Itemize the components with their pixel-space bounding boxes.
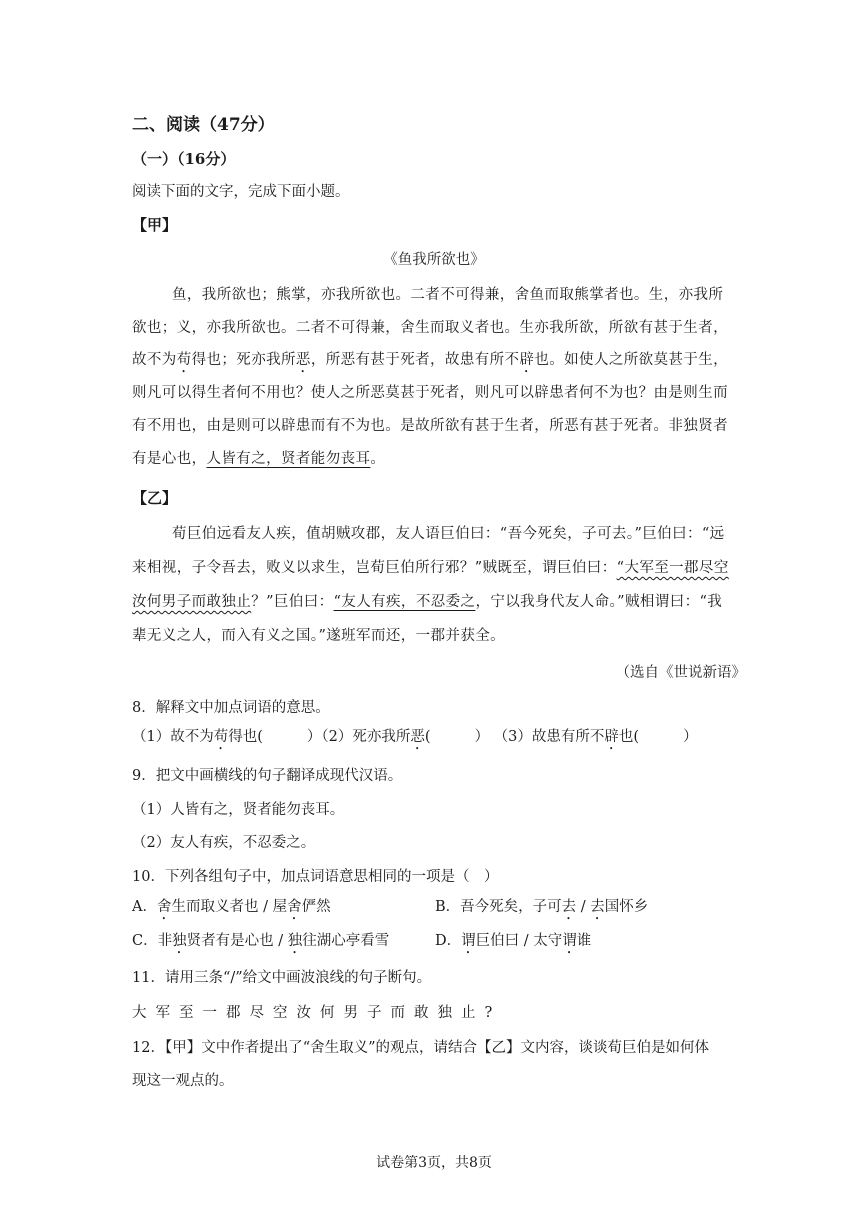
passage-jia-title: 《鱼我所欲也》 xyxy=(383,252,485,268)
question-9-item: （1）人皆有之，贤者能勿丧耳。 xyxy=(132,802,345,818)
passage-jia-line: 则凡可以得生者何不用也？使人之所恶莫甚于死者，则凡可以辟患者何不为也？由是则生而 xyxy=(132,385,728,401)
dotted-word: 舍 xyxy=(156,899,172,915)
passage-jia-line: 故不为苟得也；死亦我所恶，所恶有甚于死者，故患有所不辟也。如使人之所欲莫甚于生， xyxy=(132,352,729,368)
question-12-stem: 12．【甲】文中作者提出了“舍生取义”的观点，请结合【乙】文内容，谈谈荀巨伯是如何体 xyxy=(132,1040,710,1056)
question-12-stem-cont: 现这一观点的。 xyxy=(132,1073,234,1089)
passage-jia-line: 有是心也，人皆有之，贤者能勿丧耳。 xyxy=(132,451,386,467)
passage-jia-line: 有不用也，由是则可以辟患而有不为也。是故所欲有甚于生者，所恶有甚于死者。非独贤者 xyxy=(132,418,728,434)
wavy-underlined-sentence: 汝何男子而敢独止 xyxy=(132,594,252,610)
question-11-stem: 11．请用三条“/”给文中画波浪线的句子断句。 xyxy=(132,970,432,986)
dotted-word: 恶 xyxy=(410,729,425,745)
passage-yi-line: 荀巨伯远看友人疾，值胡贼攻郡，友人语巨伯曰：“吾今死矣，子可去。”巨伯曰：“远 xyxy=(172,526,725,542)
section-title: 二、阅读（47分） xyxy=(132,115,275,135)
question-11-sentence: 大军至一郡尽空汝何男子而敢独止? xyxy=(132,1005,502,1021)
passage-yi-line: 来相视，子令吾去，败义以求生，岂荀巨伯所行邪？”贼既至，谓巨伯曰：“大军至一郡尽空 xyxy=(132,560,729,576)
underlined-sentence: “友人有疾，不忍委之 xyxy=(333,594,476,610)
page-footer: 试卷第3页，共8页 xyxy=(376,1155,492,1171)
question-8-stem: 8．解释文中加点词语的意思。 xyxy=(132,700,330,716)
passage-jia-label: 【甲】 xyxy=(132,216,178,234)
option-c[interactable]: C．非独贤者有是心也 / 独往湖心亭看雪 xyxy=(132,933,390,949)
subsection-title: （一）（16分） xyxy=(132,150,236,168)
dotted-word: 独 xyxy=(287,933,303,949)
dotted-word: 独 xyxy=(172,933,187,949)
dotted-word: 舍 xyxy=(287,899,302,915)
dotted-word: 谓 xyxy=(461,933,476,949)
passage-yi-label: 【乙】 xyxy=(132,489,178,507)
dotted-word: 苟 xyxy=(176,352,192,368)
option-a[interactable]: A．舍生而取义者也 / 屋舍俨然 xyxy=(132,899,331,915)
underlined-sentence: 人皆有之，贤者能勿丧耳 xyxy=(206,451,371,467)
passage-yi-line: 汝何男子而敢独止？”巨伯曰：“友人有疾，不忍委之，宁以我身代友人命。”贼相谓曰：“我 xyxy=(132,594,723,610)
question-9-stem: 9．把文中画横线的句子翻译成现代汉语。 xyxy=(132,768,403,784)
dotted-word: 恶 xyxy=(295,352,311,368)
passage-yi-line: 辈无义之人，而入有义之国。”遂班军而还，一郡并获全。 xyxy=(132,628,506,644)
dotted-word: 去 xyxy=(561,899,577,915)
wavy-underlined-sentence: “大军至一郡尽空 xyxy=(616,560,729,576)
dotted-word: 去 xyxy=(590,899,605,915)
instruction-text: 阅读下面的文字，完成下面小题。 xyxy=(132,184,350,200)
passage-jia-line: 欲也；义，亦我所欲也。二者不可得兼，舍生而取义者也。生亦我所欲，所欲有甚于生者， xyxy=(132,320,728,336)
passage-jia-line: 鱼，我所欲也；熊掌，亦我所欲也。二者不可得兼，舍鱼而取熊掌者也。生，亦我所 xyxy=(172,287,724,303)
option-d[interactable]: D．谓巨伯曰 / 太守谓谁 xyxy=(435,933,592,949)
question-9-item: （2）友人有疾，不忍委之。 xyxy=(132,835,316,851)
dotted-word: 谓 xyxy=(562,933,577,949)
dotted-word: 苟 xyxy=(213,729,229,745)
dotted-word: 辟 xyxy=(519,352,535,368)
source-citation: （选自《世说新语》 xyxy=(615,665,746,681)
question-10-stem: 10．下列各组句子中，加点词语意思相同的一项是（ ） xyxy=(132,869,499,885)
question-8-items: （1）故不为苟得也( ）（2）死亦我所恶( ） （3）故患有所不辟也( ） xyxy=(132,729,698,745)
option-b[interactable]: B．吾今死矣，子可去 / 去国怀乡 xyxy=(435,899,649,915)
dotted-word: 辟 xyxy=(604,729,619,745)
